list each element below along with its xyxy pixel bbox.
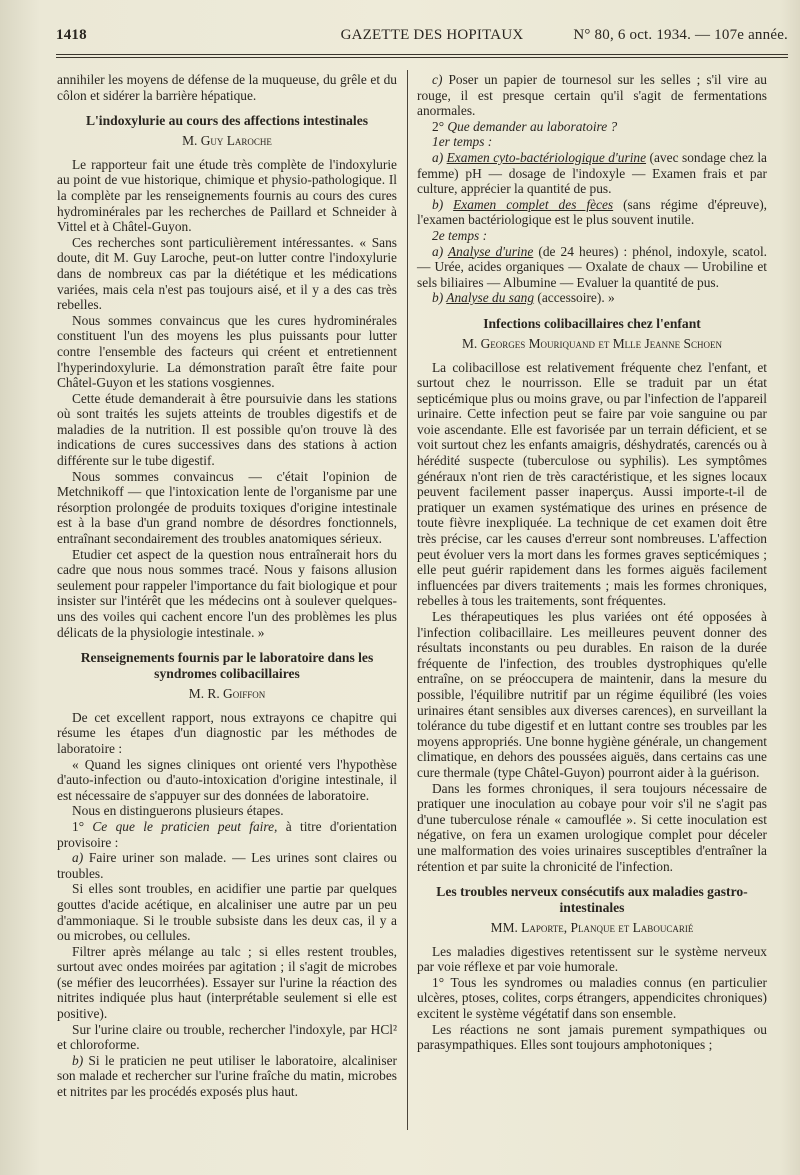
paragraph [417,228,767,244]
section-title-laboratoire: Renseignements fournis par le laboratoire dans les syndromes colibacillaires [80,650,374,682]
paragraph: Sur l'urine claire ou trouble, rechercher l'indoxyle, par HCl² et chloroforme. [57,1021,397,1053]
paragraph: Le rapporteur fait une étude très complète de l'indoxylurie au point de vue historique, chimique et physio-pathologique. Il la complète par les renseignements fournis au cours des cures hydrominérales par les recherches de Paillard et Schneider à Vittel et à Châtel-Guyon. [57,156,397,235]
header-rule-top [56,54,788,55]
paragraph [417,150,767,197]
section-author: M. Guy Laroche [182,133,272,149]
paragraph: Les réactions ne sont jamais purement sympathiques ou parasympathiques. Elles sont toujours amphotoniques ; [417,1021,767,1053]
text-span: (de 24 heures) : phénol, indoxyle, scatol. — Urée, acides organiques — Oxalate de chaux — Urobiline et sels biliaires — Albumine — Evaluer la quantité de pus. [417,243,768,290]
section-title-infections-enfant: Infections colibacillaires chez l'enfant [483,315,701,331]
page-header [56,27,788,53]
text-span: à titre d'orientation provisoire : [57,818,397,850]
text-span: Faire uriner son malade. — Les urines sont claires ou troubles. [57,850,397,881]
italic-phrase: Analyse d'urine [448,243,534,259]
italic-phrase: 2e temps : [432,227,488,243]
paragraph [57,850,397,881]
italic-phrase: 1er temps : [432,134,493,150]
paragraph [57,819,397,850]
paragraph [417,134,767,150]
paragraph: Nous sommes convaincus — c'était l'opinion de Metchnikoff — que l'intoxication lente de l'organisme par une résorption prolongée de produits toxiques d'origine intestinale est à la base d'un grand nombre de désordres fonctionnels, entraînant secondairement des troubles anatomiques sérieux. [57,468,397,547]
list-letter: c) [432,72,449,87]
paragraph [417,72,767,119]
text-span: (sans régime d'épreuve), l'examen bactériologique est le plus souvent inutile. [417,196,768,228]
list-letter: b) [432,196,454,212]
italic-phrase: Ce que le praticien peut faire, [92,818,278,834]
column-divider [407,70,408,1130]
paragraph [417,244,767,291]
paragraph: Filtrer après mélange au talc ; si elles restent troubles, surtout avec ondes moirées par agitation ; il s'agit de microbes (se méfier des leucorrhées). Essayer sur l'urine la réaction des nitrites indiquée plus haut (interprétable seulement si elle est positive). [57,943,397,1022]
section-title-indoxylurie: L'indoxylurie au cours des affections intestinales [85,113,369,129]
text-span: (accessoire). » [534,290,615,306]
list-letter: b) [432,290,447,306]
left-column [57,72,397,1100]
section-author: M. R. Goiffon [188,686,266,702]
paragraph [417,119,767,135]
paragraph: De cet excellent rapport, nous extrayons ce chapitre qui résume les étapes d'un diagnostic par les méthodes de laboratoire : [57,709,397,756]
page-number: 1418 [56,27,87,43]
paragraph [417,290,767,306]
italic-phrase: Que demander au laboratoire ? [447,118,618,134]
header-rule-bottom [56,57,788,58]
paragraph: Dans les formes chroniques, il sera toujours nécessaire de pratiquer une inoculation au cobaye pour voir s'il ne s'agit pas d'une tuberculose rénale « camouflée ». Si cette inoculation est négative, on fera un examen urologique complet pour déceler une malformation des voies urinaires susceptibles d'entraîner la rétention et par suite la chronicité de l'infection. [417,780,767,874]
paragraph: Les thérapeutiques les plus variées ont été opposées à l'infection colibacillaire. Les meilleures peuvent donner des résultats inconstants ou peu durables. En raison de la durée fréquente de l'infection, des troubles dystrophiques qu'elle entraîne, on se préoccupera de maintenir, dans la mesure du possible, l'équilibre nutritif par un régime équilibré (les voies urinaires étant sensibles aux diverses carences), en surveillant la tolérance du tube digestif et en luttant contre ses troubles par les moyens appropriés. Une bonne hygiène générale, un changement climatique, en dehors des poussées aiguës, dans certains cas une cure thermale (type Châtel-Guyon) pourront aider à la guérison. [417,609,767,780]
issue-info: N° 80, 6 oct. 1934. — 107e année. [573,27,788,43]
paragraph: Etudier cet aspect de la question nous entraînerait hors du cadre que nous nous sommes tracé. Nous y faisons allusion seulement pour rappeler l'importance du fait biologique et pour insister sur l'intérêt que les médecins ont à soulever quelques-uns des voiles qui cachent encore l'un des problèmes les plus délicats de la physiologie intestinale. » [57,546,397,640]
paragraph: Nous sommes convaincus que les cures hydrominérales constituent l'un des moyens les plus puissants pour lutter contre l'ensemble des facteurs qui créent et entretiennent l'hyperindoxylurie. La démonstration paraît être faite pour Châtel-Guyon et les stations vosgiennes. [57,312,397,391]
text-span: Si le praticien ne peut utiliser le laboratoire, alcaliniser son malade et rechercher sur l'urine fraîche du matin, microbes et nitrites par les procédés exposés plus haut. [57,1052,397,1100]
paragraph: Les maladies digestives retentissent sur le système nerveux par voie réflexe et par voie humorale. [417,943,767,975]
paragraph: Si elles sont troubles, en acidifier une partie par quelques gouttes d'acide acétique, en alcaliniser une autre par un peu d'ammoniaque. Si le trouble subsiste dans les deux cas, il y a ou microbes, ou cellules. [57,881,397,944]
paragraph [417,197,767,228]
list-letter: b) [72,1052,89,1068]
list-letter: a) [432,149,447,165]
text-span: Poser un papier de tournesol sur les selles ; s'il vire au rouge, il est presque certain qu'il s'agit de fermentations anormales. [417,72,767,119]
paragraph: La colibacillose est relativement fréquente chez l'enfant, et surtout chez le nourrisson. Elle se traduit par un état septicémique plus ou moins grave, ou par l'infection de l'appareil urinaire. Cette infection peut se faire par voie sanguine ou par voie ascendante. Elle est favorisée par un terrain déficient, et se voit surtout chez les enfants amaigris, déshydratés, carencés ou à hérédité suspecte (tuberculose ou syphilis). Les symptômes généraux n'ont rien de très caractéristique, et les signes locaux peuvent facilement passer inaperçus. Aussi importe-t-il de pratiquer un examen systématique des urines en présence de toute fièvre inexpliquée. La technique de cet examen doit être très précise, car les causes d'erreur sont nombreuses. L'affection peut évoluer vers la mort dans les formes graves septicémiques ; elle peut guérir rapidement dans les formes aiguës facilement influencées par divers traitements ; mais les formes chroniques, rebelles à tous les traitements, sont fréquentes. [417,359,767,609]
right-column [417,72,767,1053]
list-letter: a) [72,850,89,866]
italic-phrase: Examen complet des fèces [453,196,614,212]
paragraph: « Quand les signes cliniques ont orienté vers l'hypothèse d'auto-infection ou d'auto-intoxication d'origine intestinale, il est nécessaire de s'appuyer sur des données de laboratoire. [57,756,397,803]
paragraph: 1° Tous les syndromes ou maladies connus (en particulier ulcères, ptoses, colites, corps étrangers, appendicites chroniques) excitent le système végétatif dans son ensemble. [417,974,767,1022]
paragraph [57,1053,397,1100]
journal-title: GAZETTE DES HOPITAUX [340,27,524,43]
paragraph: Cette étude demanderait à être poursuivie dans les stations où sont traités les sujets atteints de troubles digestifs et de maladies de la nutrition. Il est possible qu'on trouve là des indications de cures successives dans des stations à action différente sur le tube digestif. [57,390,397,469]
section-author: MM. Laporte, Planque et Laboucarié [490,920,694,936]
italic-phrase: Analyse du sang [446,290,535,306]
paragraph: annihiler les moyens de défense de la muqueuse, du grêle et du côlon et sidérer la barrière hépatique. [57,72,397,103]
section-title-troubles-nerveux: Les troubles nerveux consécutifs aux maladies gastro-intestinales [436,884,748,916]
list-letter: a) [432,243,448,259]
list-number: 2° [432,118,448,134]
text-span: (avec sondage chez la femme) pH — dosage de l'indoxyle — Examen frais et par culture, apprécier la quantité de pus. [417,149,767,197]
section-author: M. Georges Mouriquand et Mlle Jeanne Schoen [462,335,722,351]
paragraph: Ces recherches sont particulièrement intéressantes. « Sans doute, dit M. Guy Laroche, peut-on lutter contre l'indoxylurie dans de nombreux cas par la diététique et les médications variées, mais cela n'est pas toujours aisé, et il y a des cas très rebelles. [57,234,397,313]
paragraph: Nous en distinguerons plusieurs étapes. [72,803,284,819]
italic-phrase: Examen cyto-bactériologique d'urine [446,149,647,165]
list-number: 1° [72,818,93,834]
